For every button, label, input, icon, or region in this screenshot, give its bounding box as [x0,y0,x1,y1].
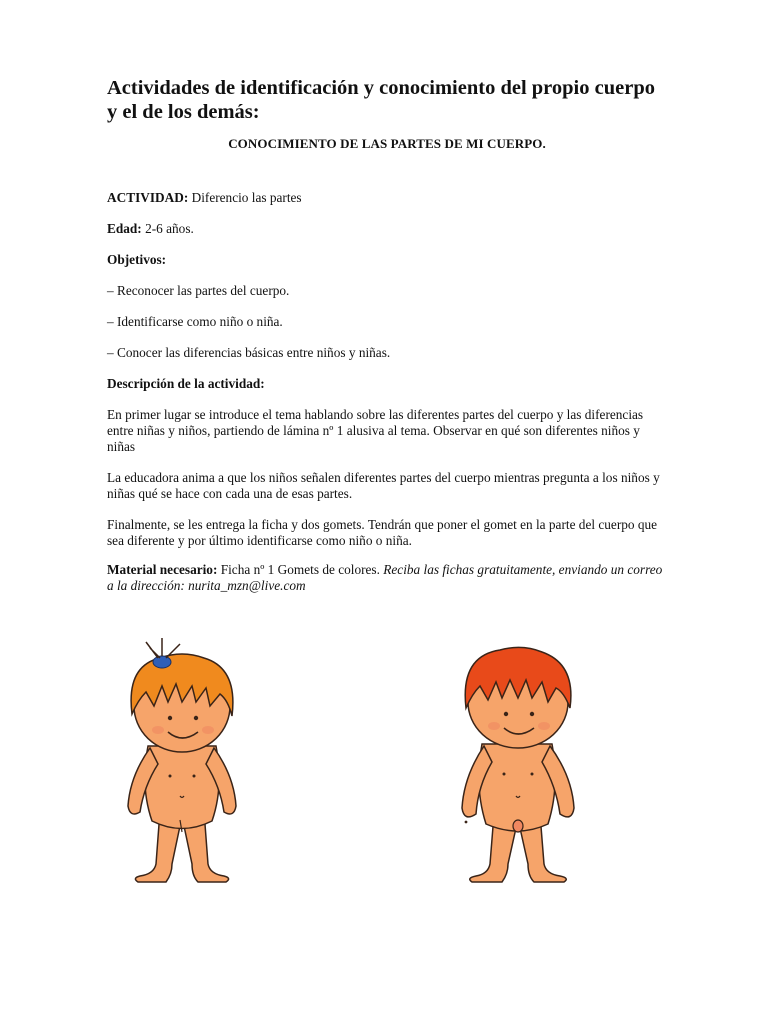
descripcion-heading: Descripción de la actividad: [107,376,265,391]
material-value: Ficha nº 1 Gomets de colores. [217,562,384,577]
document-subtitle: CONOCIMIENTO DE LAS PARTES DE MI CUERPO. [228,136,546,151]
material-label: Material necesario: [107,562,218,577]
descripcion-paragraph: La educadora anima a que los niños señalen diferentes partes del cuerpo mientras pregunta a los niños y niñas qué se hace con cada una de esas partes. [107,470,660,501]
girl-illustration [100,636,270,886]
edad-value: 2-6 años. [141,221,194,236]
actividad-value: Diferencio las partes [188,190,302,205]
material-line [107,562,667,594]
objetivos-heading: Objetivos: [107,252,167,267]
edad-line [107,221,667,237]
material-note: Reciba las fichas gratuitamente, enviando un correo a la dirección: nurita_mzn@live.com [107,562,663,593]
document-page [107,76,667,594]
document-title: Actividades de identificación y conocimiento del propio cuerpo y el de los demás: [107,77,655,123]
objetivo-item: – Conocer las diferencias básicas entre niños y niñas. [107,345,391,360]
actividad-line [107,190,667,206]
actividad-label: ACTIVIDAD: [107,190,189,205]
edad-label: Edad: [107,221,142,236]
objetivo-item: – Reconocer las partes del cuerpo. [107,283,290,298]
boy-illustration [430,636,605,886]
descripcion-paragraph: Finalmente, se les entrega la ficha y dos gomets. Tendrán que poner el gomet en la parte del cuerpo que sea diferente y por último identificarse como niño o niña. [107,517,658,548]
objetivo-item: – Identificarse como niño o niña. [107,314,283,329]
descripcion-paragraph: En primer lugar se introduce el tema hablando sobre las diferentes partes del cuerpo y las diferencias entre niñas y niños, partiendo de lámina nº 1 alusiva al tema. Observar en qué son diferentes niños y niñas [107,407,644,454]
